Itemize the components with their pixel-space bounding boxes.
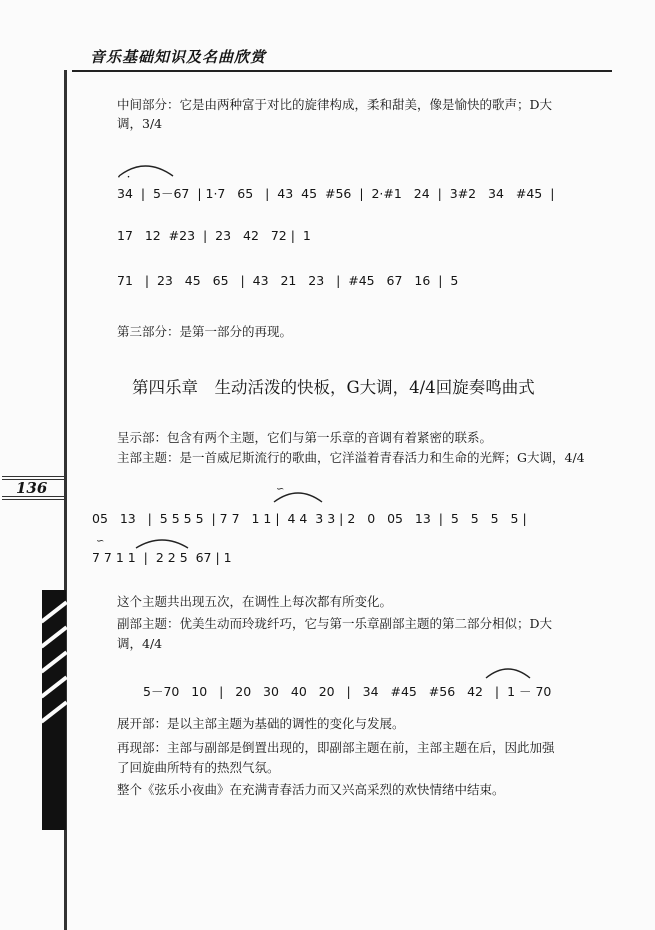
turn-slur-mark-2 xyxy=(92,534,202,550)
score-line-1: 34 | 5－67 | 1·7 65 | 43 45 #56 | 2·#1 24 | 3#2 34 #45 | xyxy=(117,186,555,201)
turn-slur-mark xyxy=(270,484,330,504)
subordinate-text-1: 副部主题：优美生动而玲珑纤巧，它与第一乐章副部主题的第二部分相似；D大 xyxy=(117,616,553,631)
conclusion-text: 整个《弦乐小夜曲》在充满青春活力而又兴高采烈的欢快情绪中结束。 xyxy=(117,782,505,797)
score-line-5: 7 7 1 1 | 2 2 5 67 | 1 xyxy=(92,550,232,565)
svg-text:∽: ∽ xyxy=(96,536,105,547)
recap-text-2: 了回旋曲所特有的热烈气氛。 xyxy=(117,760,280,775)
recap-text-1: 再现部：主部与副部是倒置出现的，即副部主题在前，主部主题在后，因此加强 xyxy=(117,740,555,755)
page-number: 136 xyxy=(16,479,48,497)
running-header: 音乐基础知识及名曲欣赏 xyxy=(90,48,267,66)
score-line-3: 71 | 23 45 65 | 43 21 23 | #45 67 16 | 5 xyxy=(117,273,459,288)
exposition-text: 呈示部：包含有两个主题，它们与第一乐章的音调有着紧密的联系。 xyxy=(117,430,493,445)
slur-mark-3 xyxy=(480,662,540,682)
score-line-6: 5－70 10 | 20 30 40 20 | 34 #45 #56 42 | 1 － 70 xyxy=(143,684,552,699)
header-rule xyxy=(72,70,612,72)
development-text: 展开部：是以主部主题为基础的调性的变化与发展。 xyxy=(117,716,405,731)
appears-text: 这个主题共出现五次，在调性上每次都有所变化。 xyxy=(117,594,393,609)
svg-text:∽: ∽ xyxy=(276,484,285,495)
side-decoration xyxy=(42,590,66,830)
score-line-2: 17 12 #23 | 23 42 72 | 1 xyxy=(117,228,311,243)
subordinate-text-2: 调，4/4 xyxy=(117,636,163,651)
chapter-title: 第四乐章 生动活泼的快板，G大调，4/4回旋奏鸣曲式 xyxy=(132,378,535,397)
third-part-text: 第三部分：是第一部分的再现。 xyxy=(117,324,293,339)
octave-dots: · · xyxy=(117,170,132,184)
middle-part-text-1: 中间部分：它是由两种富于对比的旋律构成，柔和甜美，像是愉快的歌声；D大 xyxy=(117,97,553,112)
middle-part-text-2: 调，3/4 xyxy=(117,116,163,131)
main-theme-text: 主部主题：是一首威尼斯流行的歌曲，它洋溢着青春活力和生命的光辉；G大调，4/4 xyxy=(117,450,585,465)
score-line-4: 05 13 | 5 5 5 5 | 7 7 1 1 | 4 4 3 3 | 2 0 05 13 | 5 5 5 5 | xyxy=(92,511,527,526)
